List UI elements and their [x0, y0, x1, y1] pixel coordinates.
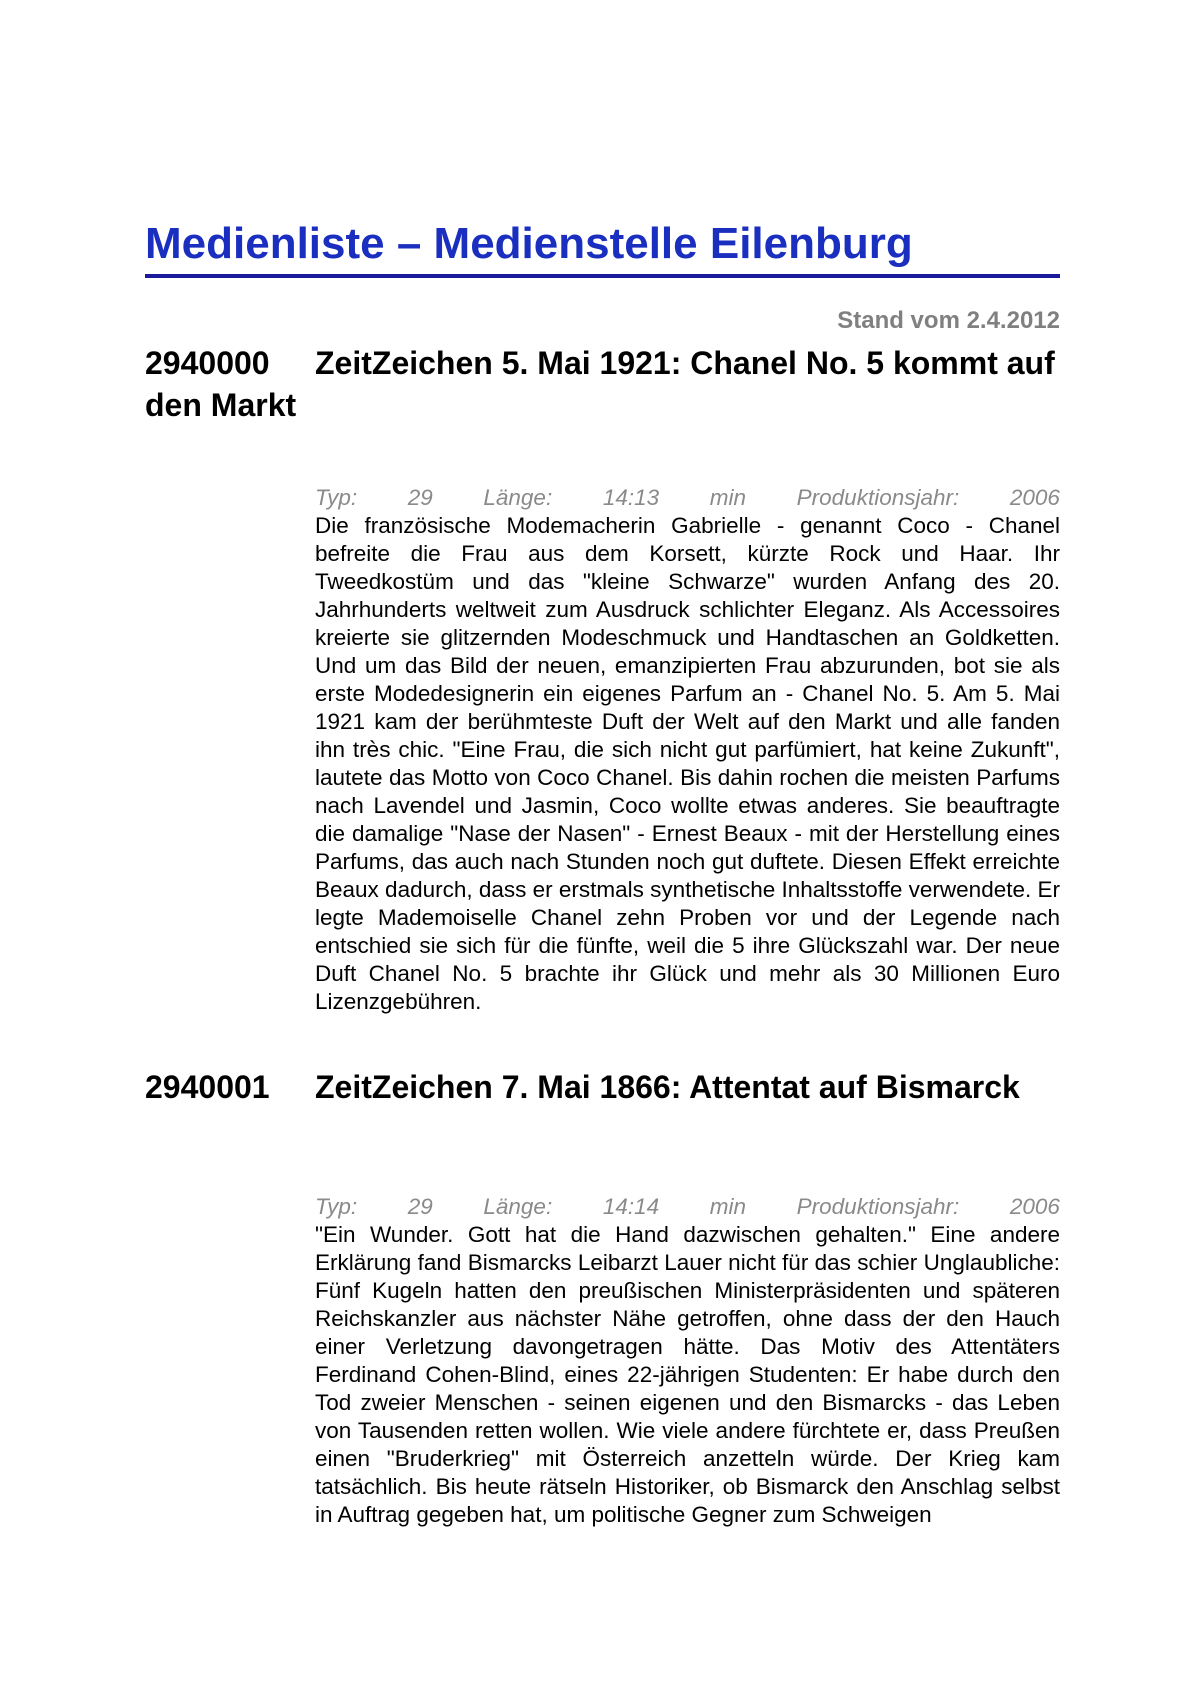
meta-unit: min: [709, 485, 747, 510]
entry-number: 2940001: [145, 1069, 270, 1105]
entry-number: 2940000: [145, 345, 270, 381]
stand-date: Stand vom 2.4.2012: [837, 307, 1060, 334]
meta-typ-value: 29: [407, 485, 433, 510]
document-title: Medienliste – Medienstelle Eilenburg: [145, 216, 1060, 278]
meta-jahr-label: Produktionsjahr:: [796, 1194, 960, 1219]
meta-laenge-value: 14:13: [602, 485, 660, 510]
document-page: [145, 0, 1060, 1701]
meta-typ-value: 29: [407, 1194, 433, 1219]
meta-laenge-label: Länge:: [483, 485, 553, 510]
meta-jahr-value: 2006: [1009, 485, 1060, 510]
meta-jahr-label: Produktionsjahr:: [796, 485, 960, 510]
meta-typ-label: Typ:: [315, 1194, 358, 1219]
entry-title: ZeitZeichen 5. Mai 1921: Chanel No. 5 kommt auf den Markt: [145, 345, 1055, 423]
meta-laenge-value: 14:14: [602, 1194, 660, 1219]
meta-laenge-label: Länge:: [483, 1194, 553, 1219]
entry-description: Die französische Modemacherin Gabrielle - genannt Coco - Chanel befreite die Frau aus dem Korsett, kürzte Rock und Haar. Ihr Tweedkostüm und das "kleine Schwarze" wurden Anfang des 20. Jahrhunderts weltweit zum Ausdruck schlichter Eleganz. Als Accessoires kreierte sie glitzernden Modeschmuck und Handtaschen an Goldketten. Und um das Bild der neuen, emanzipierten Frau abzurunden, bot sie als erste Modedesignerin ein eigenes Parfum an - Chanel No. 5. Am 5. Mai 1921 kam der berühmteste Duft der Welt auf den Markt und alle fanden ihn très chic. "Eine Frau, die sich nicht gut parfümiert, hat keine Zukunft", lautete das Motto von Coco Chanel. Bis dahin rochen die meisten Parfums nach Lavendel und Jasmin, Coco wollte etwas anderes. Sie beauftragte die damalige "Nase der Nasen" - Ernest Beaux - mit der Herstellung eines Parfums, das auch nach Stunden noch gut duftete. Diesen Effekt erreichte Beaux dadurch, dass er erstmals synthetische Inhaltsstoffe verwendete. Er legte Mademoiselle Chanel zehn Proben vor und der Legende nach entschied sie sich für die fünfte, weil die 5 ihre Glückszahl war. Der neue Duft Chanel No. 5 brachte ihr Glück und mehr als 30 Millionen Euro Lizenzgebühren.: [315, 513, 1060, 1014]
entry-meta: [315, 484, 1060, 512]
entry-meta: [315, 1193, 1060, 1221]
meta-unit: min: [709, 1194, 747, 1219]
entry-body: [315, 1193, 1060, 1529]
meta-jahr-value: 2006: [1009, 1194, 1060, 1219]
entry-title: ZeitZeichen 7. Mai 1866: Attentat auf Bismarck: [315, 1069, 1020, 1105]
entry-heading: [145, 1066, 1060, 1108]
entry-description: "Ein Wunder. Gott hat die Hand dazwischen gehalten." Eine andere Erklärung fand Bismarcks Leibarzt Lauer nicht für das schier Unglaubliche: Fünf Kugeln hatten den preußischen Ministerpräsidenten und späteren Reichskanzler aus nächster Nähe getroffen, ohne dass der den Hauch einer Verletzung davongetragen hätte. Das Motiv des Attentäters Ferdinand Cohen-Blind, eines 22-jährigen Studenten: Er habe durch den Tod zweier Menschen - seinen eigenen und den Bismarcks - das Leben von Tausenden retten wollen. Wie viele andere fürchtete er, dass Preußen einen "Bruderkrieg" mit Österreich anzetteln würde. Der Krieg kam tatsächlich. Bis heute rätseln Historiker, ob Bismarck den Anschlag selbst in Auftrag gegeben hat, um politische Gegner zum Schweigen: [315, 1222, 1060, 1527]
entry-body: [315, 484, 1060, 1016]
meta-typ-label: Typ:: [315, 485, 358, 510]
entry-heading: [145, 342, 1060, 426]
